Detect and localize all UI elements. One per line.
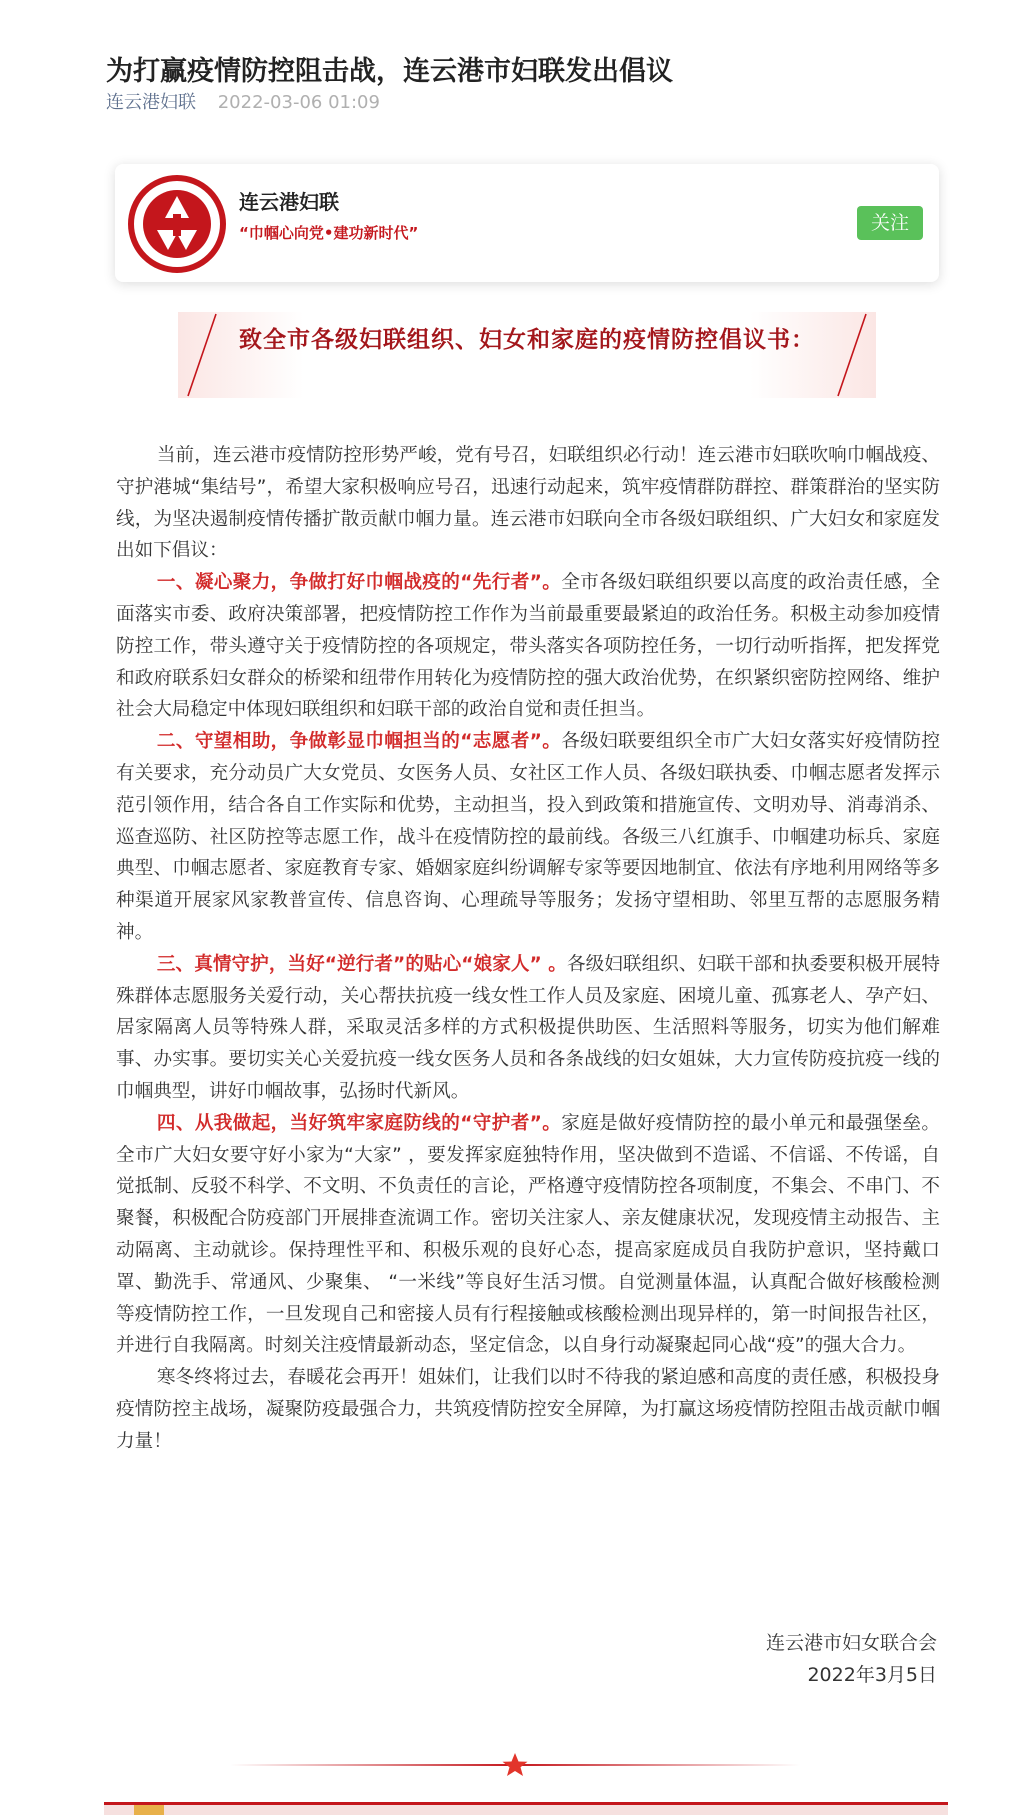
body-paragraph xyxy=(116,726,940,949)
article-date: 2022-03-06 01:09 xyxy=(217,92,380,113)
follow-button[interactable]: 关注 xyxy=(857,206,923,240)
banner-slash-left-icon xyxy=(182,312,222,398)
bottom-stamp-icon xyxy=(134,1805,164,1815)
account-name: 连云港妇联 xyxy=(239,190,339,214)
paragraph-text: 全市各级妇联组织要以高度的政治责任感，全面落实市委、政府决策部署，把疫情防控工作作为当前最重要最紧迫的政治任务。积极主动参加疫情防控工作，带头遵守关于疫情防控的各项规定，带头落实各项防控任务，一切行动听指挥，把发挥党和政府联系妇女群众的桥梁和纽带作用转化为疫情防控的强大政治优势，在织紧织密防控网络、维护社会大局稳定中体现妇联组织和妇联干部的政治自觉和责任担当。 xyxy=(116,572,940,721)
bottom-decoration xyxy=(104,1802,948,1815)
body-paragraph xyxy=(116,567,940,726)
article-meta xyxy=(106,88,380,114)
signature-date: 2022年3月5日 xyxy=(807,1664,937,1686)
body-paragraph xyxy=(116,1108,940,1362)
account-slogan: “巾帼心向党•建功新时代” xyxy=(239,224,419,242)
body-paragraph xyxy=(116,949,940,1108)
star-divider-icon xyxy=(230,1752,800,1778)
paragraph-highlight: 四、从我做起，当好筑牢家庭防线的“守护者”。 xyxy=(156,1112,562,1134)
banner-slash-right-icon xyxy=(832,312,872,398)
paragraph-text: 各级妇联组织、妇联干部和执委要积极开展特殊群体志愿服务关爱行动，关心帮扶抗疫一线女性工作人员及家庭、困境儿童、孤寡老人、孕产妇、居家隔离人员等特殊人群，采取灵活多样的方式积极提供助医、生活照料等服务，切实为他们解难事、办实事。要切实关心关爱抗疫一线女医务人员和各条战线的妇女姐妹，大力宣传防疫抗疫一线的巾帼典型，讲好巾帼故事，弘扬时代新风。 xyxy=(116,953,940,1102)
banner-title: 致全市各级妇联组织、妇女和家庭的疫情防控倡议书： xyxy=(239,327,815,353)
paragraph-highlight: 二、守望相助，争做彰显巾帼担当的“志愿者”。 xyxy=(156,731,562,753)
paragraph-highlight: 三、真情守护，当好“逆行者”的贴心“娘家人” 。 xyxy=(156,953,567,975)
article-title: 为打赢疫情防控阻击战，连云港市妇联发出倡议 xyxy=(106,56,673,88)
signature-org: 连云港市妇女联合会 xyxy=(765,1632,937,1654)
paragraph-highlight: 一、凝心聚力，争做打好巾帼战疫的“先行者”。 xyxy=(156,572,562,594)
body-paragraph xyxy=(116,440,940,567)
body-paragraph xyxy=(116,1362,940,1457)
article-author-link[interactable]: 连云港妇联 xyxy=(106,92,196,113)
paragraph-text: 寒冬终将过去，春暖花会再开！姐妹们，让我们以时不待我的紧迫感和高度的责任感，积极投身疫情防控主战场，凝聚防疫最强合力，共筑疫情防控安全屏障，为打赢这场疫情防控阻击战贡献巾帼力量！ xyxy=(116,1367,940,1452)
proposal-banner xyxy=(178,312,876,398)
article-body xyxy=(116,440,940,1458)
account-card[interactable] xyxy=(115,164,939,282)
women-federation-logo-icon xyxy=(127,174,227,274)
paragraph-text: 各级妇联要组织全市广大妇女落实好疫情防控有关要求，充分动员广大女党员、女医务人员、女社区工作人员、各级妇联执委、巾帼志愿者发挥示范引领作用，结合各自工作实际和优势，主动担当，投入到政策和措施宣传、文明劝导、消毒消杀、巡查巡防、社区防控等志愿工作，战斗在疫情防控的最前线。各级三八红旗手、巾帼建功标兵、家庭典型、巾帼志愿者、家庭教育专家、婚姻家庭纠纷调解专家等要因地制宜、依法有序地利用网络等多种渠道开展家风家教普宣传、信息咨询、心理疏导等服务；发扬守望相助、邻里互帮的志愿服务精神。 xyxy=(116,731,940,943)
paragraph-text: 家庭是做好疫情防控的最小单元和最强堡垒。全市广大妇女要守好小家为“大家” ，要发挥家庭独特作用，坚决做到不造谣、不信谣、不传谣，自觉抵制、反驳不科学、不文明、不负责任的言论，严格遵守疫情防控各项制度，不集会、不串门、不聚餐，积极配合防疫部门开展排查流调工作。密切关注家人、亲友健康状况，发现疫情主动报告、主动隔离、主动就诊。保持理性平和、积极乐观的良好心态，提高家庭成员自我防护意识，坚持戴口罩、勤洗手、常通风、少聚集、 “一米线”等良好生活习惯。自觉测量体温，认真配合做好核酸检测等疫情防控工作，一旦发现自己和密接人员有行程接触或核酸检测出现异样的，第一时间报告社区，并进行自我隔离。时刻关注疫情最新动态，坚定信念，以自身行动凝聚起同心战“疫”的强大合力。 xyxy=(116,1112,940,1357)
paragraph-text: 当前，连云港市疫情防控形势严峻，党有号召，妇联组织必行动！连云港市妇联吹响巾帼战疫、守护港城“集结号”，希望大家积极响应号召，迅速行动起来，筑牢疫情群防群控、群策群治的坚实防线，为坚决遏制疫情传播扩散贡献巾帼力量。连云港市妇联向全市各级妇联组织、广大妇女和家庭发出如下倡议： xyxy=(116,445,940,562)
